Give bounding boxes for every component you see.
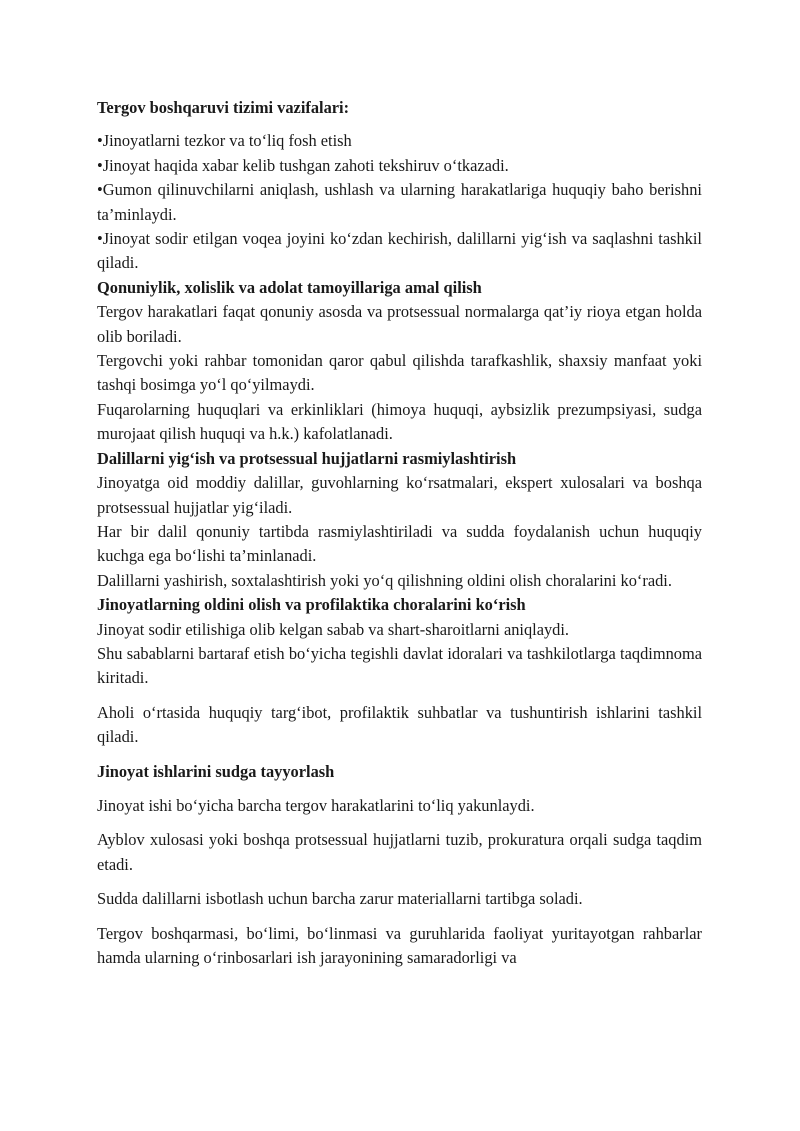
paragraph: •Jinoyatlarni tezkor va to‘liq fosh etish [97, 131, 352, 151]
paragraph: Jinoyat ishi bo‘yicha barcha tergov harakatlarini to‘liq yakunlaydi. [97, 795, 535, 815]
paragraph: Tergov boshqarmasi, bo‘limi, bo‘linmasi va guruhlarida faoliyat yuritayotgan rahbarlar hamda ularning o‘rinbosarlari ish jarayonining samaradorligi va [97, 923, 702, 967]
section-heading: Qonuniylik, xolislik va adolat tamoyillariga amal qilish [97, 277, 482, 297]
paragraph: •Gumon qilinuvchilarni aniqlash, ushlash va ularning harakatlariga huquqiy baho berishni ta’minlaydi. [97, 180, 702, 224]
paragraph: Shu sabablarni bartaraf etish bo‘yicha tegishli davlat idoralari va tashkilotlarga taqdimnoma kiritadi. [97, 643, 702, 688]
document-body [97, 129, 702, 970]
paragraph: Jinoyatga oid moddiy dalillar, guvohlarning ko‘rsatmalari, ekspert xulosalari va boshqa protsessual hujjatlar yig‘iladi. [97, 473, 702, 517]
paragraph: Ayblov xulosasi yoki boshqa protsessual hujjatlarni tuzib, prokuratura orqali sudga taqdim etadi. [97, 830, 702, 874]
paragraph: Aholi o‘rtasida huquqiy targ‘ibot, profilaktik suhbatlar va tushuntirish ishlarini tashkil qiladi. [97, 702, 702, 747]
paragraph: Jinoyat sodir etilishiga olib kelgan sabab va shart-sharoitlarni aniqlaydi. [97, 619, 570, 639]
paragraph: •Jinoyat sodir etilgan voqea joyini ko‘zdan kechirish, dalillarni yig‘ish va saqlashni tashkil qiladi. [97, 229, 702, 273]
document-title: Tergov boshqaruvi tizimi vazifalari: [97, 98, 350, 117]
paragraph: Tergovchi yoki rahbar tomonidan qaror qabul qilishda tarafkashlik, shaxsiy manfaat yoki tashqi bosimga yo‘l qo‘yilmaydi. [97, 351, 702, 395]
paragraph: Fuqarolarning huquqlari va erkinliklari (himoya huquqi, aybsizlik prezumpsiyasi, sudga murojaat qilish huquqi va h.k.) kafolatlanadi. [97, 399, 702, 444]
paragraph: Dalillarni yashirish, soxtalashtirish yoki yo‘q qilishning oldini olish choralarini ko‘radi. [97, 570, 672, 590]
document-page [97, 96, 702, 970]
paragraph: •Jinoyat haqida xabar kelib tushgan zahoti tekshiruv o‘tkazadi. [97, 155, 509, 175]
section-heading: Jinoyat ishlarini sudga tayyorlash [97, 761, 335, 781]
paragraph: Tergov harakatlari faqat qonuniy asosda va protsessual normalarga qat’iy rioya etgan holda olib boriladi. [97, 302, 702, 346]
paragraph: Sudda dalillarni isbotlash uchun barcha zarur materiallarni tartibga soladi. [97, 889, 583, 909]
paragraph: Har bir dalil qonuniy tartibda rasmiylashtiriladi va sudda foydalanish uchun huquqiy kuchga ega bo‘lishi ta’minlanadi. [97, 521, 702, 566]
section-heading: Jinoyatlarning oldini olish va profilaktika choralarini ko‘rish [97, 595, 526, 615]
section-heading: Dalillarni yig‘ish va protsessual hujjatlarni rasmiylashtirish [97, 448, 517, 468]
